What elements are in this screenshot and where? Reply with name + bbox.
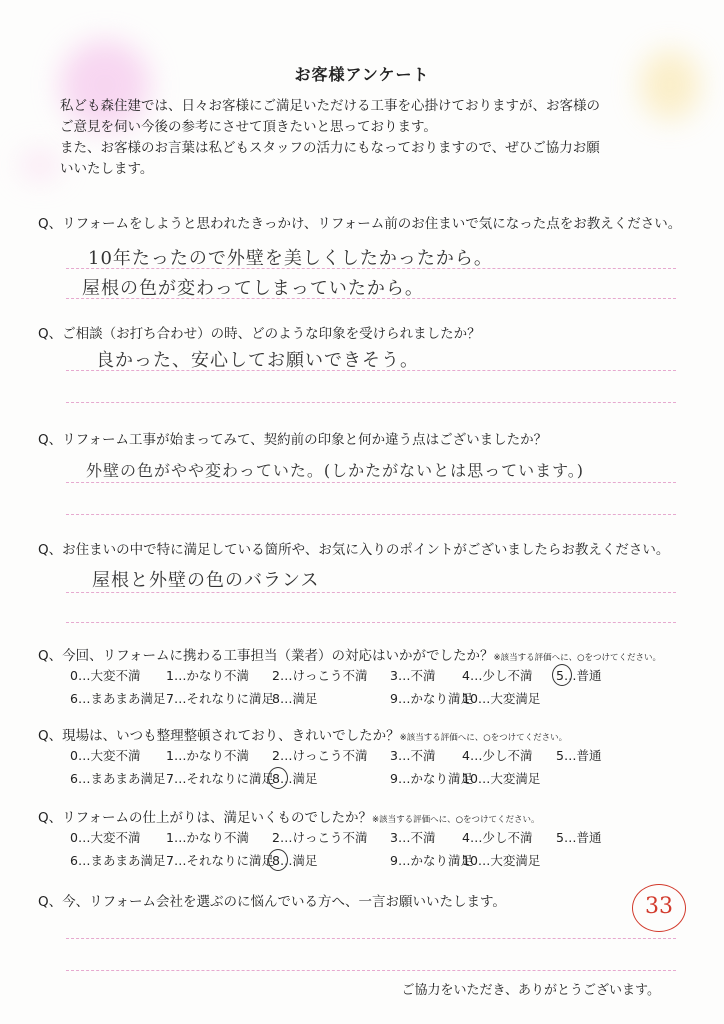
rating-option[interactable]: 9…かなり満足 bbox=[390, 691, 473, 706]
rating-option[interactable]: 7…それなりに満足 bbox=[166, 771, 274, 786]
rating-question-2: Q、現場は、いつも整理整頓されており、きれいでしたか？※該当する評価へに、○をつけてください。 bbox=[38, 728, 568, 744]
footer-thanks: ご協力をいただき、ありがとうございます。 bbox=[401, 983, 660, 998]
rating-option[interactable]: 5…普通 bbox=[556, 748, 602, 763]
rating-option[interactable]: 9…かなり満足 bbox=[390, 853, 473, 868]
rating-option[interactable]: 10…大変満足 bbox=[462, 853, 541, 868]
answer-1-line-1: 10年たったので外壁を美しくしたかったから。 bbox=[88, 248, 493, 269]
rating-option[interactable]: 5…普通 bbox=[556, 830, 602, 845]
rating-option[interactable]: 3…不満 bbox=[390, 830, 436, 845]
rating-option[interactable]: 0…大変不満 bbox=[70, 668, 141, 683]
ink-stamp: 33 bbox=[632, 884, 686, 932]
question-2: Q、ご相談（お打ち合わせ）の時、どのような印象を受けられましたか？ bbox=[38, 326, 481, 342]
answer-3-line-1: 外壁の色がやや変わっていた。(しかたがないとは思っています。) bbox=[86, 461, 585, 480]
rating-option[interactable]: 6…まあまあ満足 bbox=[70, 691, 166, 706]
answer-rule bbox=[66, 622, 676, 623]
rating-option[interactable]: 5…普通 bbox=[556, 668, 602, 683]
selected-rating-circle bbox=[268, 767, 288, 789]
rating-option[interactable]: 10…大変満足 bbox=[462, 691, 541, 706]
rating-option[interactable]: 4…少し不満 bbox=[462, 748, 533, 763]
rating-option[interactable]: 8…満足 bbox=[272, 771, 318, 786]
rating-question-3: Q、リフォームの仕上がりは、満足いくものでしたか？※該当する評価へに、○をつけてください。 bbox=[38, 810, 540, 826]
rating-option[interactable]: 1…かなり不満 bbox=[166, 668, 249, 683]
rating-option[interactable]: 4…少し不満 bbox=[462, 830, 533, 845]
answer-rule bbox=[66, 592, 676, 593]
selected-rating-circle bbox=[552, 664, 572, 686]
rating-option[interactable]: 1…かなり不満 bbox=[166, 748, 249, 763]
question-last: Q、今、リフォーム会社を選ぶのに悩んでいる方へ、一言お願いいたします。 bbox=[38, 894, 506, 910]
rating-option[interactable]: 2…けっこう不満 bbox=[272, 748, 368, 763]
answer-rule bbox=[66, 938, 676, 939]
answer-rule bbox=[66, 298, 676, 299]
rating-option[interactable]: 9…かなり満足 bbox=[390, 771, 473, 786]
rating-option[interactable]: 7…それなりに満足 bbox=[166, 853, 274, 868]
rating-option[interactable]: 7…それなりに満足 bbox=[166, 691, 274, 706]
rating-option[interactable]: 2…けっこう不満 bbox=[272, 830, 368, 845]
decorative-flower bbox=[20, 150, 60, 180]
answer-4-line-1: 屋根と外壁の色のバランス bbox=[92, 570, 320, 591]
answer-rule bbox=[66, 402, 676, 403]
question-4: Q、お住まいの中で特に満足している箇所や、お気に入りのポイントがございましたらお教えください。 bbox=[38, 542, 670, 558]
answer-rule bbox=[66, 370, 676, 371]
answer-1-line-2: 屋根の色が変わってしまっていたから。 bbox=[82, 278, 424, 299]
survey-title: お客様アンケート bbox=[294, 65, 430, 84]
rating-option[interactable]: 4…少し不満 bbox=[462, 668, 533, 683]
rating-option[interactable]: 1…かなり不満 bbox=[166, 830, 249, 845]
answer-rule bbox=[66, 514, 676, 515]
answer-2-line-1: 良かった、安心してお願いできそう。 bbox=[96, 350, 419, 371]
selected-rating-circle bbox=[268, 849, 288, 871]
rating-option[interactable]: 6…まあまあ満足 bbox=[70, 853, 166, 868]
answer-rule bbox=[66, 970, 676, 971]
rating-option[interactable]: 0…大変不満 bbox=[70, 748, 141, 763]
rating-option[interactable]: 8…満足 bbox=[272, 853, 318, 868]
rating-option[interactable]: 6…まあまあ満足 bbox=[70, 771, 166, 786]
rating-option[interactable]: 3…不満 bbox=[390, 748, 436, 763]
rating-question-1: Q、今回、リフォームに携わる工事担当（業者）の対応はいかがでしたか？※該当する評価へに、○をつけてください。 bbox=[38, 648, 661, 664]
question-3: Q、リフォーム工事が始まってみて、契約前の印象と何か違う点はございましたか？ bbox=[38, 432, 548, 448]
question-1: Q、リフォームをしようと思われたきっかけ、リフォーム前のお住まいで気になった点をお教えください。 bbox=[38, 216, 682, 232]
answer-rule bbox=[66, 482, 676, 483]
rating-option[interactable]: 3…不満 bbox=[390, 668, 436, 683]
answer-rule bbox=[66, 268, 676, 269]
rating-option[interactable]: 10…大変満足 bbox=[462, 771, 541, 786]
rating-option[interactable]: 2…けっこう不満 bbox=[272, 668, 368, 683]
intro-text: 私ども森住建では、日々お客様にご満足いただける工事を心掛けておりますが、お客様の ご意見を伺い今後の参考にさせて頂きたいと思っております。 また、お客様のお言葉は私どもスタッフの活力にもなっておりますので、ぜひご協力お願 いいたします。 bbox=[60, 98, 600, 177]
rating-option[interactable]: 8…満足 bbox=[272, 691, 318, 706]
rating-option[interactable]: 0…大変不満 bbox=[70, 830, 141, 845]
